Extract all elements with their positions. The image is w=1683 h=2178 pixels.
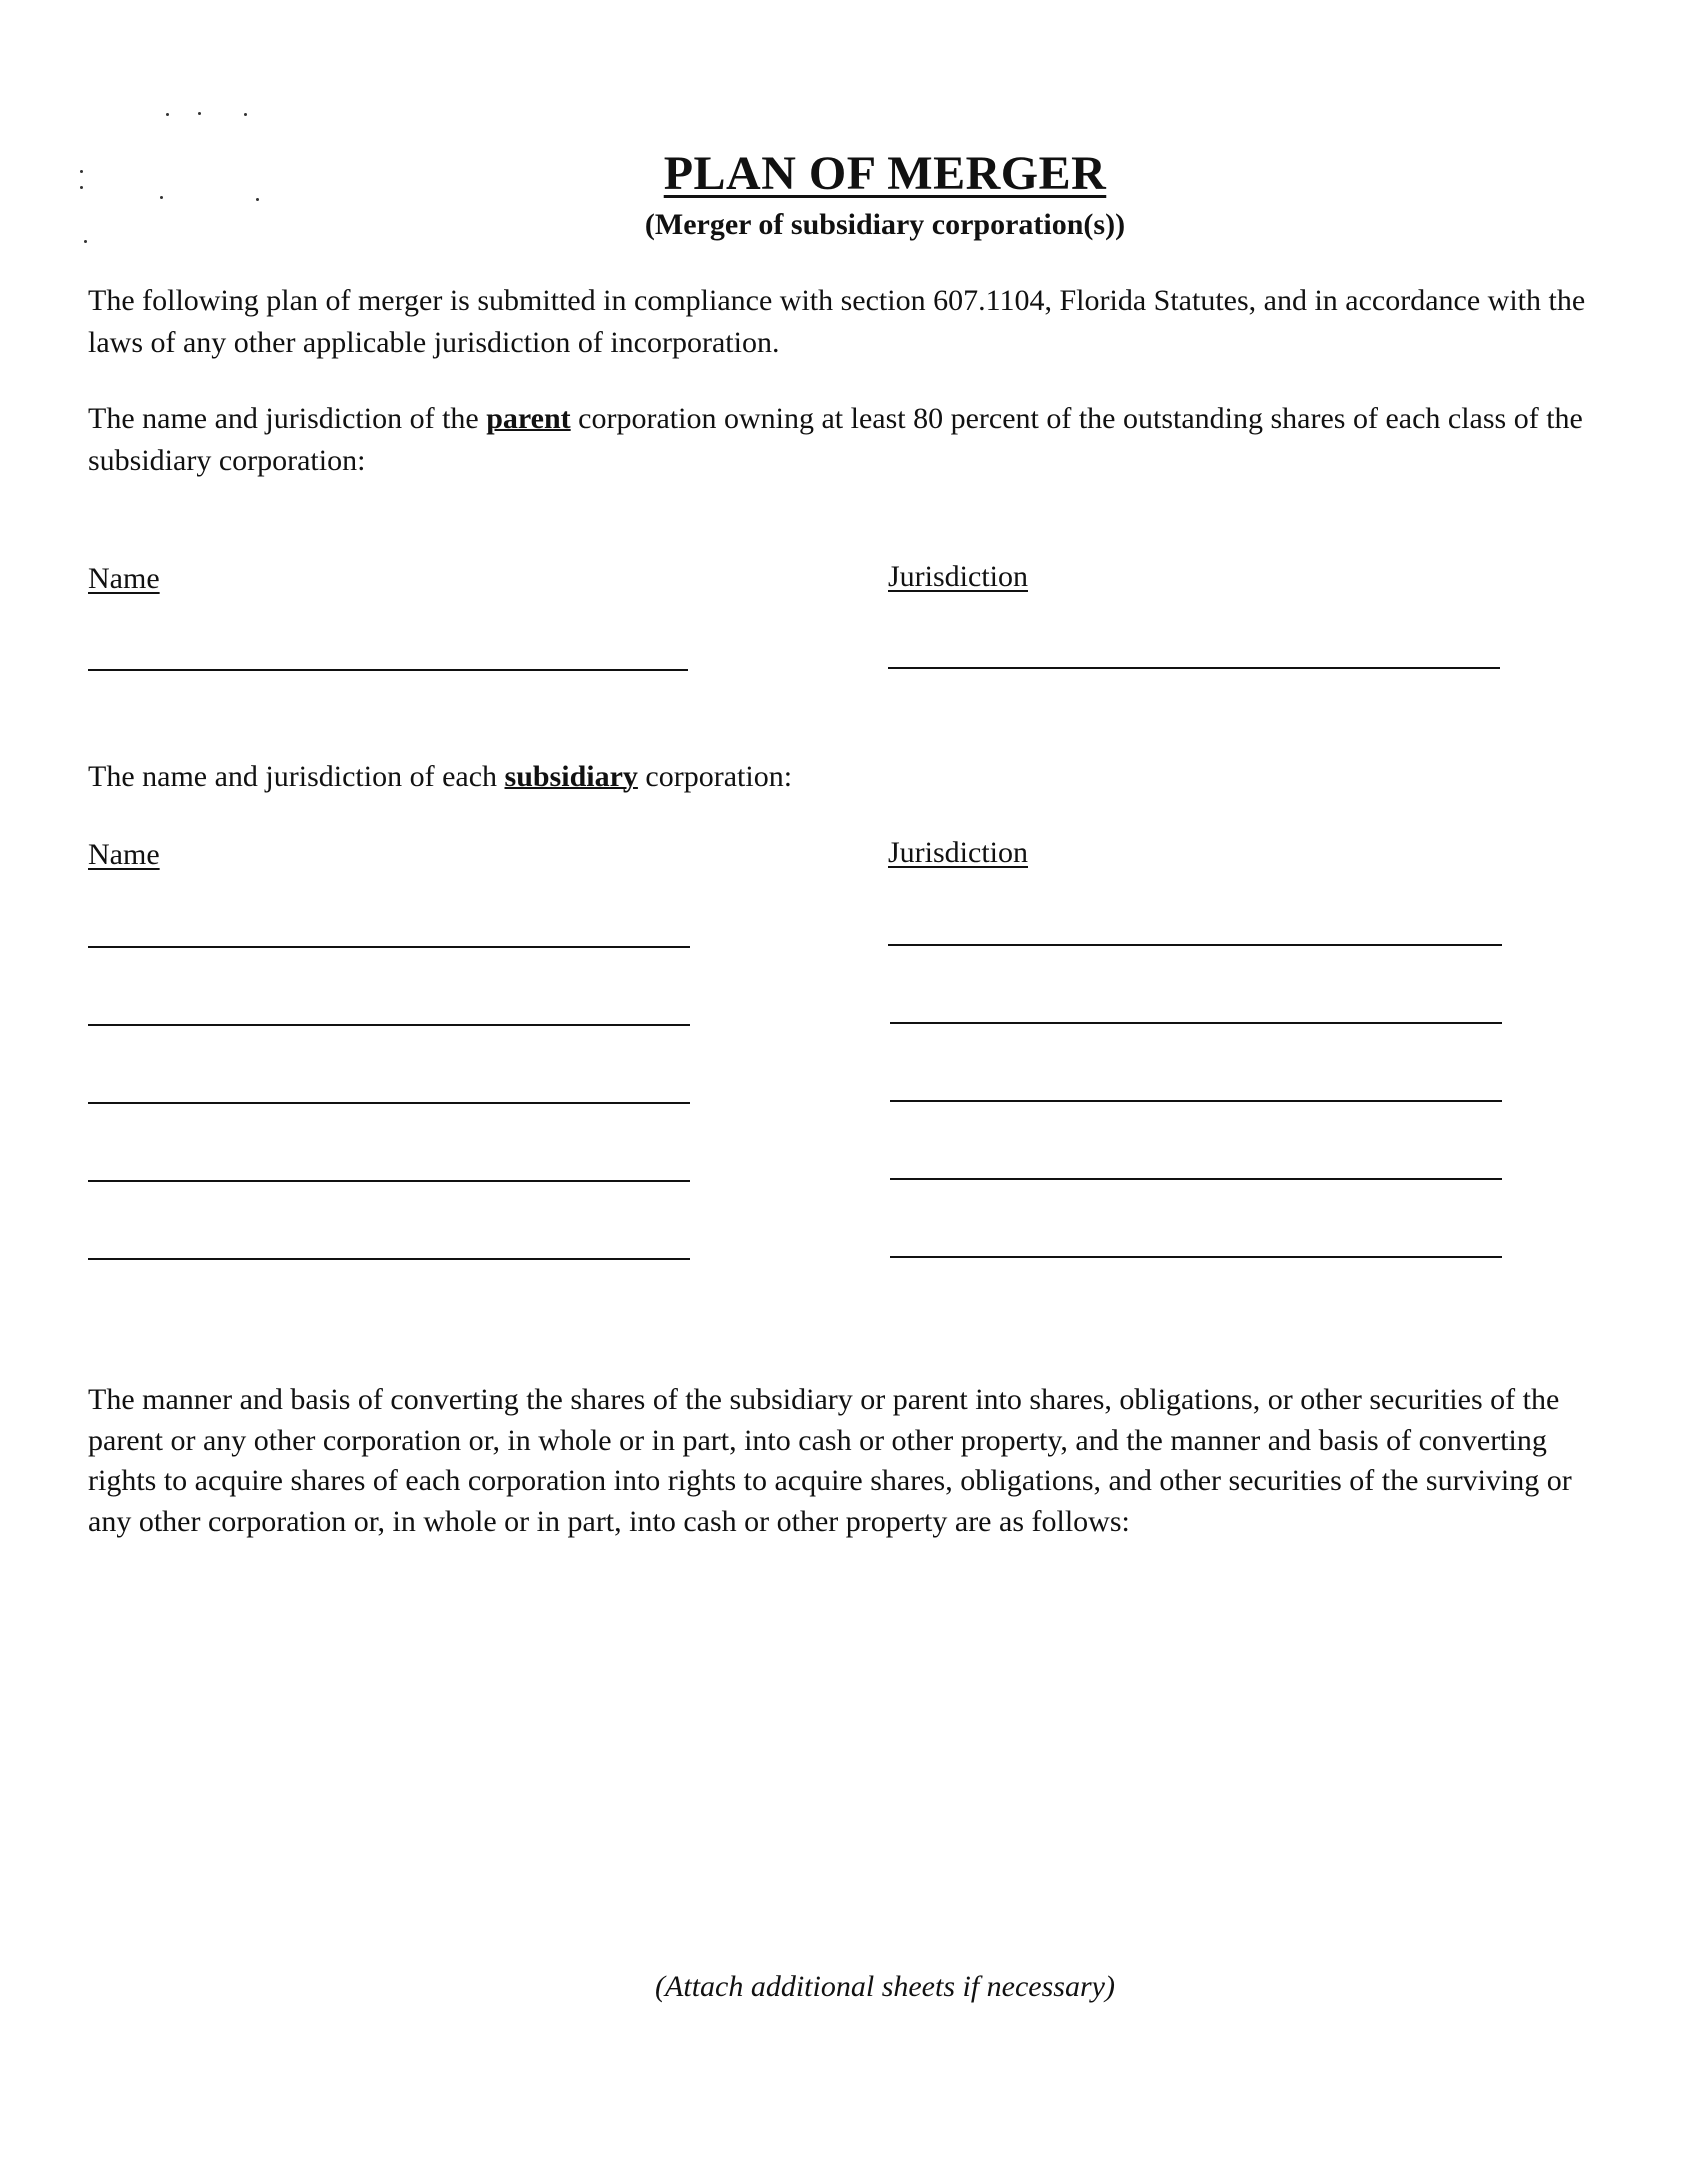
subsidiary-section-paragraph: [88, 756, 1628, 798]
subsidiary-text-before: The name and jurisdiction of each: [88, 760, 505, 793]
parent-name-label: Name: [88, 562, 160, 595]
parent-jurisdiction-field[interactable]: [888, 667, 1500, 669]
page-title: PLAN OF MERGER: [663, 147, 1107, 200]
scan-speck: [166, 113, 169, 116]
subsidiary-jurisdiction-field[interactable]: [890, 1178, 1502, 1180]
subsidiary-text-after: corporation:: [637, 760, 793, 793]
footer-note: (Attach additional sheets if necessary): [655, 1970, 1115, 2003]
manner-paragraph: The manner and basis of converting the shares of the subsidiary or parent into shares, obligations, or other securities of the parent or any other corporation or, in whole or in part, into cash or other property, and the manner and basis of converting rights to acquire shares of each corporation into rights to acquire shares, obligations, and other securities of the surviving or any other corporation or, in whole or in part, into cash or other property are as follows:: [88, 1383, 1572, 1538]
parent-name-field[interactable]: [88, 669, 688, 671]
subsidiary-jurisdiction-label: Jurisdiction: [888, 836, 1028, 869]
subsidiary-name-label: Name: [88, 838, 160, 871]
subsidiary-jurisdiction-field[interactable]: [890, 1022, 1502, 1024]
scan-speck: [198, 112, 201, 115]
subsidiary-name-field[interactable]: [88, 1180, 690, 1182]
subsidiary-jurisdiction-field[interactable]: [888, 944, 1502, 946]
page-subtitle: (Merger of subsidiary corporation(s)): [644, 208, 1126, 241]
parent-jurisdiction-label: Jurisdiction: [888, 560, 1028, 593]
scan-speck: [244, 113, 247, 116]
parent-text-after: corporation owning at least 80 percent of the outstanding shares of each class of the subsidiary corporation:: [88, 402, 1583, 477]
intro-paragraph: The following plan of merger is submitted in compliance with section 607.1104, Florida Statutes, and in accordance with the laws of any other applicable jurisdiction of incorporation.: [88, 284, 1586, 359]
subsidiary-name-field[interactable]: [88, 1258, 690, 1260]
parent-text-before: The name and jurisdiction of the: [88, 402, 487, 435]
parent-section-paragraph: [88, 398, 1628, 482]
subsidiary-name-field[interactable]: [88, 1102, 690, 1104]
subsidiary-name-field[interactable]: [88, 1024, 690, 1026]
parent-emphasis: parent: [486, 402, 571, 435]
subsidiary-jurisdiction-field[interactable]: [890, 1100, 1502, 1102]
subsidiary-emphasis: subsidiary: [504, 760, 638, 793]
subsidiary-jurisdiction-field[interactable]: [890, 1256, 1502, 1258]
subsidiary-name-field[interactable]: [88, 946, 690, 948]
